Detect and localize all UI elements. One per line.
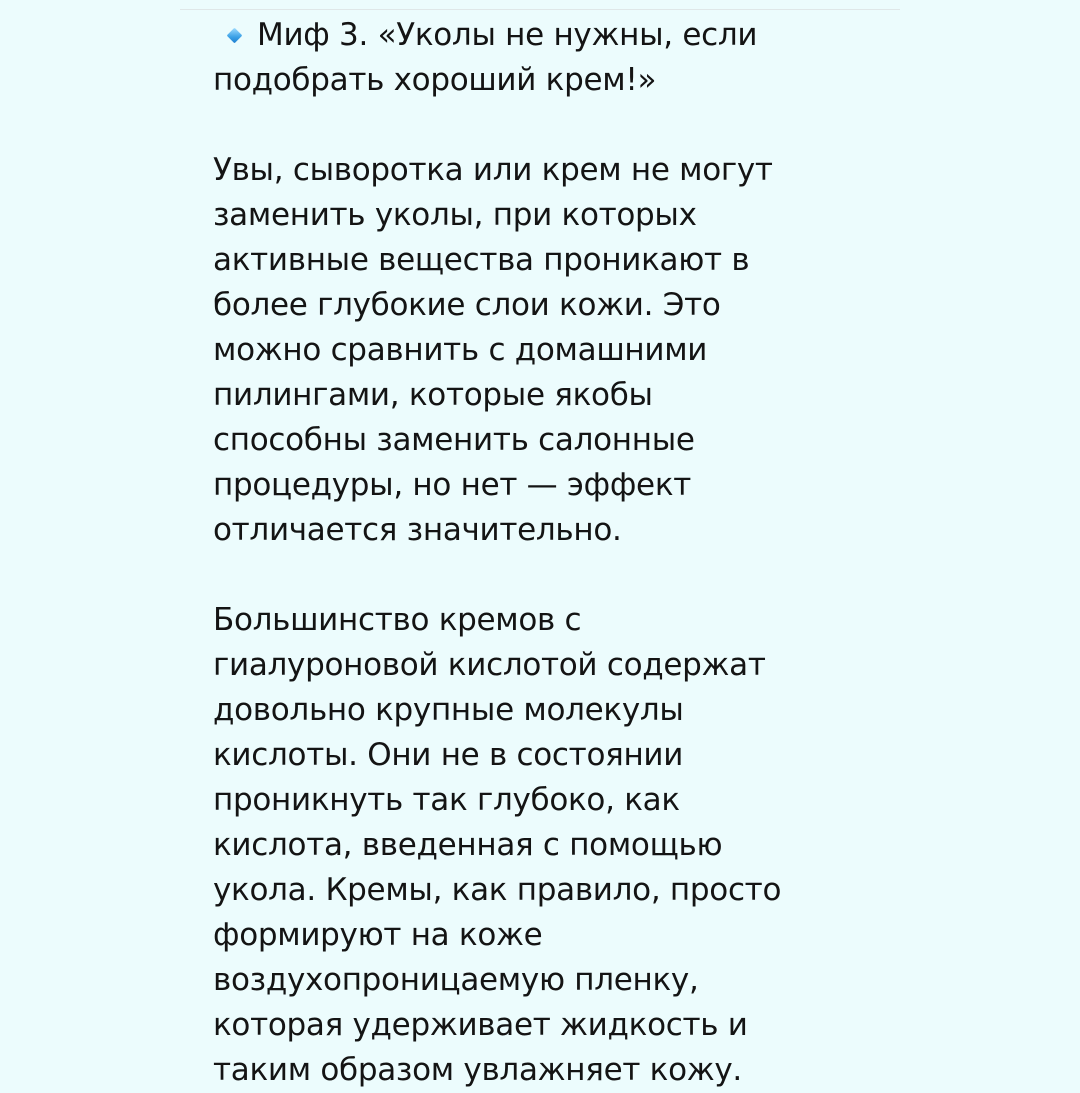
paragraph-line: более глубокие слои кожи. Это [213, 287, 721, 323]
paragraph-line: воздухопроницаемую пленку, [213, 962, 699, 998]
article-content [213, 13, 893, 1093]
myth-heading [213, 13, 893, 103]
paragraph-line: Увы, сыворотка или крем не могут [213, 152, 773, 188]
paragraph-line: пилингами, которые якобы [213, 377, 653, 413]
paragraph-line: способны заменить салонные [213, 422, 695, 458]
paragraph-line: можно сравнить с домашними [213, 332, 708, 368]
paragraph-line: процедуры, но нет — эффект [213, 467, 691, 503]
paragraph-spacer [213, 103, 893, 148]
paragraph-line: заменить уколы, при которых [213, 197, 697, 233]
paragraph-line: укола. Кремы, как правило, просто [213, 872, 782, 908]
paragraph-line: которая удерживает жидкость и [213, 1007, 748, 1043]
paragraph-line: формируют на коже [213, 917, 543, 953]
paragraph-line: Большинство кремов с [213, 602, 582, 638]
heading-line-1-text: Миф 3. «Уколы не нужны, если [257, 17, 758, 53]
paragraph-line: кислота, введенная с помощью [213, 827, 723, 863]
paragraph-hyaluronic [213, 598, 893, 1093]
heading-line-2: подобрать хороший крем!» [213, 62, 657, 98]
paragraph-line: кислоты. Они не в состоянии [213, 737, 684, 773]
small-blue-diamond-icon [227, 28, 243, 44]
paragraph-serums [213, 148, 893, 553]
paragraph-line: активные вещества проникают в [213, 242, 750, 278]
paragraph-line: довольно крупные молекулы [213, 692, 684, 728]
paragraph-line: таким образом увлажняет кожу. [213, 1052, 742, 1088]
paragraph-line: отличается значительно. [213, 512, 622, 548]
paragraph-line: проникнуть так глубоко, как [213, 782, 680, 818]
top-divider [180, 9, 900, 10]
paragraph-spacer [213, 553, 893, 598]
heading-line-1 [213, 13, 893, 58]
paragraph-line: гиалуроновой кислотой содержат [213, 647, 766, 683]
